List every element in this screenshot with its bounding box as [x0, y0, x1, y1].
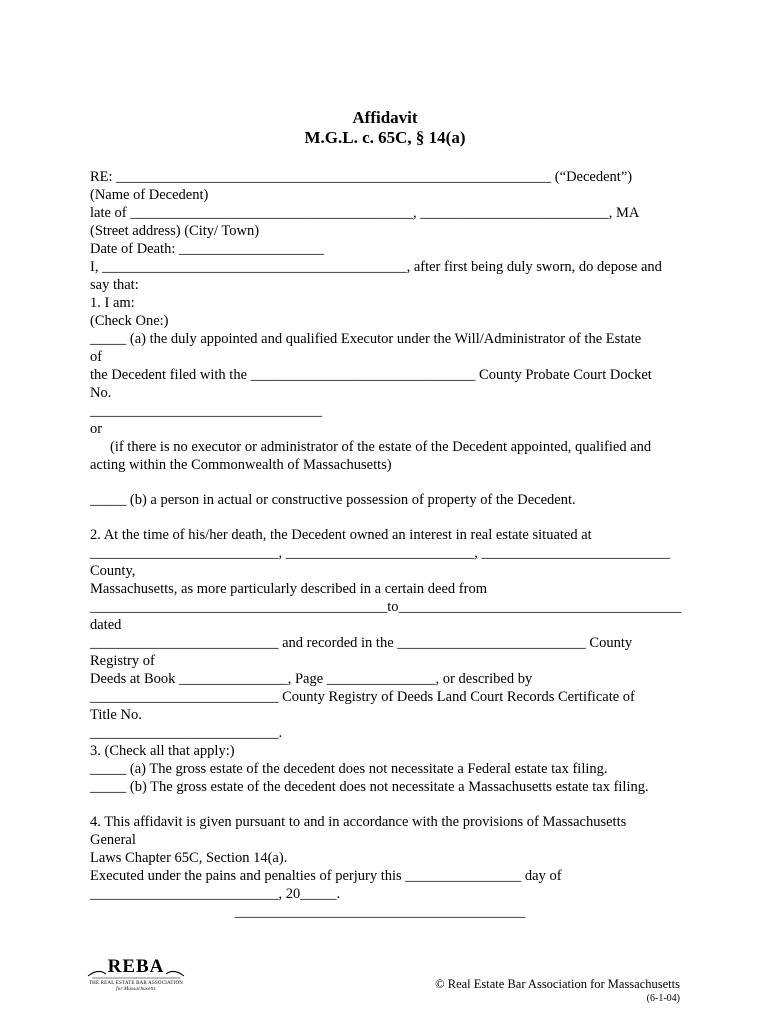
logo-wordmark: REBA — [107, 956, 165, 977]
form-line: 3. (Check all that apply:) — [90, 743, 235, 759]
form-date: (6-1-04) — [646, 993, 680, 1004]
form-line: Registry of — [90, 653, 155, 669]
form-line: 1. I am: — [90, 295, 135, 311]
copyright-notice: © Real Estate Bar Association for Massachusetts — [435, 977, 680, 991]
form-line[interactable]: __________________________. — [90, 725, 283, 741]
form-line[interactable]: Deeds at Book _______________, Page _______________, or described by — [90, 671, 533, 687]
blank-line — [90, 474, 690, 491]
form-line: dated — [90, 617, 122, 633]
form-line: Massachusetts, as more particularly described in a certain deed from — [90, 581, 487, 597]
logo-subtext-2: for Massachusetts — [116, 987, 156, 992]
form-line: of — [90, 349, 103, 365]
document-title: Affidavit — [352, 108, 418, 127]
form-line[interactable]: _____ (a) The gross estate of the decedent does not necessitate a Federal estate tax filing. — [90, 761, 608, 777]
blank-line — [90, 509, 690, 526]
form-line[interactable]: RE: ____________________________________________________________ (“Decedent”) — [90, 169, 633, 185]
form-line: Laws Chapter 65C, Section 14(a). — [90, 850, 288, 866]
form-line[interactable]: __________________________, 20_____. — [90, 886, 341, 902]
form-line: No. — [90, 385, 112, 401]
logo-subtext: THE REAL ESTATE BAR ASSOCIATION — [88, 981, 184, 986]
form-line[interactable]: _____ (b) The gross estate of the decedent does not necessitate a Massachusetts estate tax filing. — [90, 779, 649, 795]
document-subtitle: M.G.L. c. 65C, § 14(a) — [304, 128, 466, 147]
form-line: acting within the Commonwealth of Massachusetts) — [90, 457, 392, 473]
form-line[interactable]: ________________________________ — [90, 403, 322, 419]
reba-logo — [86, 954, 186, 996]
affidavit-body — [90, 168, 690, 921]
form-line: say that: — [90, 277, 139, 293]
form-line: or — [90, 421, 103, 437]
form-line: 4. This affidavit is given pursuant to and in accordance with the provisions of Massachusetts — [90, 814, 627, 830]
form-line[interactable]: __________________________, __________________________, __________________________ — [90, 545, 670, 561]
form-line[interactable]: _____ (a) the duly appointed and qualified Executor under the Will/Administrator of the Estate — [90, 331, 642, 347]
form-line: (Check One:) — [90, 313, 169, 329]
form-line: County, — [90, 563, 136, 579]
form-line[interactable]: __________________________ County Registry of Deeds Land Court Records Certificate of — [90, 689, 635, 705]
form-line[interactable]: the Decedent filed with the _______________________________ County Probate Court Docket — [90, 367, 652, 383]
form-line: Title No. — [90, 707, 142, 723]
blank-line — [90, 796, 690, 813]
form-line[interactable]: __________________________ and recorded in the __________________________ County — [90, 635, 633, 651]
form-line[interactable]: Executed under the pains and penalties of perjury this ________________ day of — [90, 868, 562, 884]
form-line[interactable]: late of _______________________________________, __________________________, MA — [90, 205, 640, 221]
form-line[interactable]: ________________________________________ — [90, 904, 525, 920]
form-line: (if there is no executor or administrator of the estate of the Decedent appointed, qualified and — [110, 439, 652, 455]
form-line[interactable]: _________________________________________to_______________________________________ — [90, 599, 682, 615]
form-line: General — [90, 832, 136, 848]
form-line[interactable]: Date of Death: ____________________ — [90, 241, 324, 257]
form-line: (Street address) (City/ Town) — [90, 223, 260, 239]
form-line: 2. At the time of his/her death, the Decedent owned an interest in real estate situated at — [90, 527, 592, 543]
form-line: (Name of Decedent) — [90, 187, 209, 203]
form-line[interactable]: I, __________________________________________, after first being duly sworn, do depose and — [90, 259, 662, 275]
form-line[interactable]: _____ (b) a person in actual or constructive possession of property of the Decedent. — [90, 492, 576, 508]
